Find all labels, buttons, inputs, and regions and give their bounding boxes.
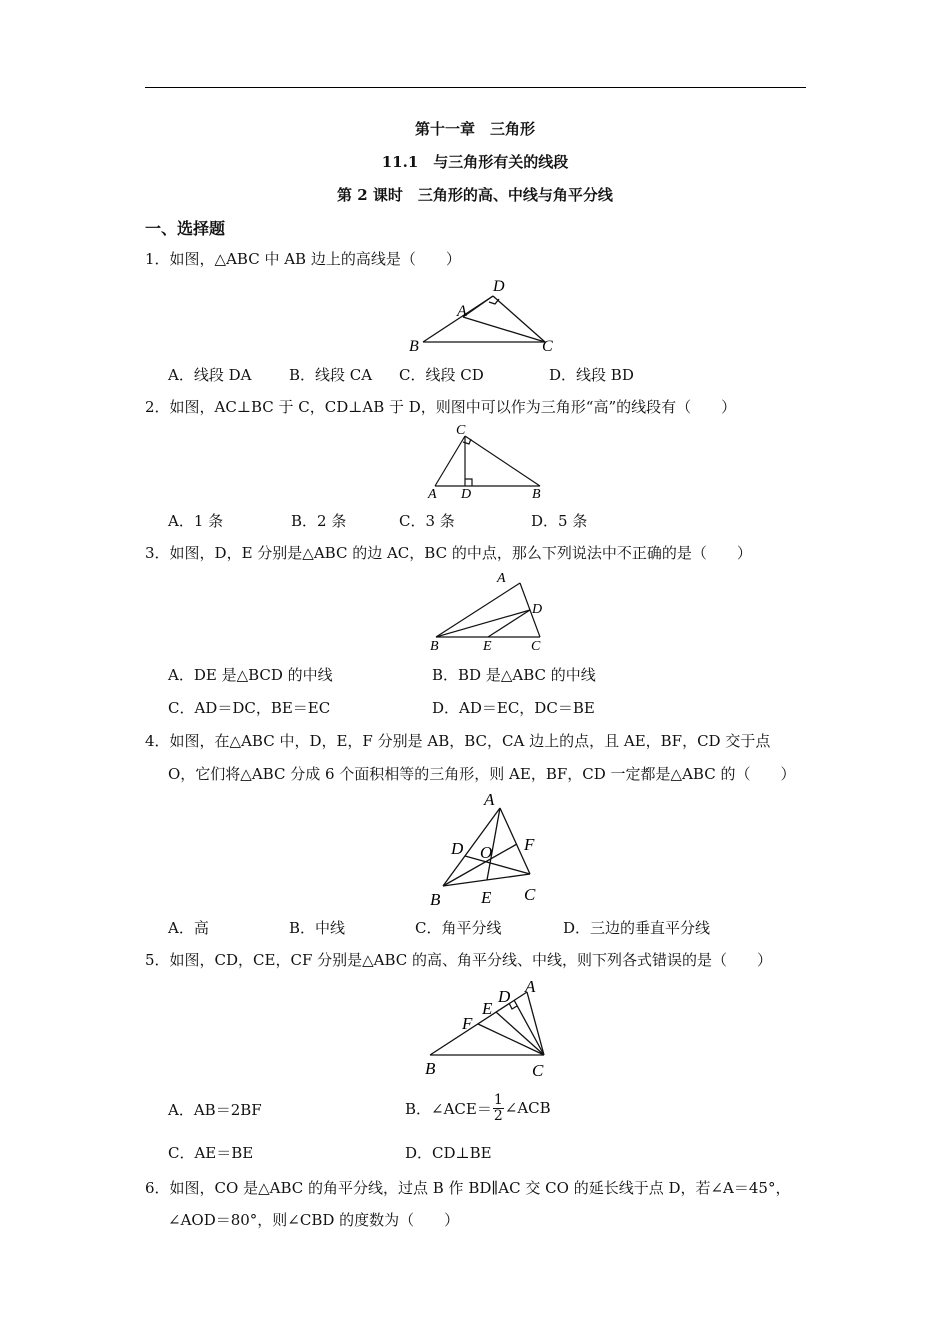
q4-label-c: C	[524, 885, 536, 904]
q5-option-b-fraction	[493, 1093, 504, 1124]
q2-option-c: C．3 条	[399, 512, 455, 530]
q5-label-e: E	[482, 999, 493, 1018]
q4-label-f: F	[524, 835, 535, 854]
q5-label-a: A	[525, 977, 536, 996]
q4-label-o: O	[480, 843, 493, 862]
q4-option-c: C．角平分线	[415, 919, 502, 937]
q2-option-a: A．1 条	[168, 512, 224, 530]
q1-option-a: A．线段 DA	[168, 366, 252, 384]
q3-option-b: B．BD 是△ABC 的中线	[432, 666, 596, 684]
q1-option-b: B．线段 CA	[289, 366, 373, 384]
header-rule	[145, 87, 806, 88]
question-5-figure	[415, 972, 565, 1082]
question-1-stem: 1．如图，△ABC 中 AB 边上的高线是（ ）	[145, 250, 461, 268]
q3-option-c: C．AD＝DC，BE＝EC	[168, 699, 331, 717]
q5-option-b-suffix: ∠ACB	[504, 1099, 551, 1117]
fraction-denominator: 2	[493, 1107, 503, 1124]
q4-label-a: A	[484, 790, 495, 809]
q3-label-a: A	[497, 571, 506, 586]
q4-label-e: E	[481, 888, 492, 907]
q3-label-c: C	[531, 639, 541, 654]
q5-option-b	[405, 1088, 551, 1128]
q5-label-d: D	[498, 987, 511, 1006]
question-6-stem-line-2: ∠AOD＝80°，则∠CBD 的度数为（ ）	[168, 1211, 460, 1229]
fraction-numerator: 1	[493, 1091, 503, 1108]
q1-option-d: D．线段 BD	[549, 366, 634, 384]
q1-label-a: A	[457, 303, 467, 320]
q2-option-d: D．5 条	[531, 512, 588, 530]
q5-option-a: A．AB＝2BF	[168, 1101, 262, 1119]
q2-option-b: B．2 条	[291, 512, 347, 530]
q4-label-d: D	[451, 839, 464, 858]
question-6-stem-line-1: 6．如图，CO 是△ABC 的角平分线，过点 B 作 BD∥AC 交 CO 的延长线于点 D，若∠A＝45°，	[145, 1179, 791, 1197]
question-2-stem: 2．如图，AC⊥BC 于 C，CD⊥AB 于 D，则图中可以作为三角形“高”的线段有（ ）	[145, 398, 737, 416]
q3-option-d: D．AD＝EC，DC＝BE	[432, 699, 595, 717]
q4-option-b: B．中线	[289, 919, 346, 937]
q5-label-b: B	[425, 1059, 436, 1078]
q1-label-b: B	[409, 338, 419, 355]
question-4-figure	[420, 788, 555, 910]
q5-option-c: C．AE＝BE	[168, 1144, 254, 1162]
q5-label-f: F	[462, 1014, 473, 1033]
q5-option-d: D．CD⊥BE	[405, 1144, 492, 1162]
lesson-title: 第 2 课时 三角形的高、中线与角平分线	[337, 186, 613, 204]
q4-label-b: B	[430, 890, 441, 909]
question-3-figure	[420, 566, 555, 656]
q4-option-d: D．三边的垂直平分线	[563, 919, 711, 937]
question-4-stem-line-1: 4．如图，在△ABC 中，D，E，F 分别是 AB，BC，CA 边上的点，且 AE，BF，CD 交于点	[145, 732, 771, 750]
q2-label-c: C	[456, 423, 466, 438]
q1-option-c: C．线段 CD	[399, 366, 484, 384]
chapter-title: 第十一章 三角形	[414, 120, 535, 138]
question-4-stem-line-2: O，它们将△ABC 分成 6 个面积相等的三角形，则 AE，BF，CD 一定都是△ABC 的（ ）	[168, 765, 796, 783]
question-3-stem: 3．如图，D，E 分别是△ABC 的边 AC，BC 的中点，那么下列说法中不正确的是（ ）	[145, 544, 752, 562]
q2-label-b: B	[532, 487, 541, 502]
question-1-figure	[405, 272, 565, 357]
q2-label-a: A	[428, 487, 437, 502]
section-title: 11.1 与三角形有关的线段	[381, 153, 569, 171]
question-5-stem: 5．如图，CD，CE，CF 分别是△ABC 的高、角平分线、中线，则下列各式错误的是（ ）	[145, 951, 773, 969]
q3-label-e: E	[483, 639, 492, 654]
q1-label-d: D	[493, 278, 505, 295]
part-heading: 一、选择题	[145, 219, 226, 238]
question-2-figure	[420, 422, 550, 502]
q5-label-c: C	[532, 1061, 544, 1080]
q5-option-b-text: B．∠ACE＝	[405, 1099, 492, 1118]
q3-option-a: A．DE 是△BCD 的中线	[168, 666, 333, 684]
q4-option-a: A．高	[168, 919, 209, 937]
q3-label-b: B	[430, 639, 439, 654]
q3-label-d: D	[532, 602, 543, 617]
q1-label-c: C	[542, 338, 553, 355]
q2-label-d: D	[461, 487, 472, 502]
